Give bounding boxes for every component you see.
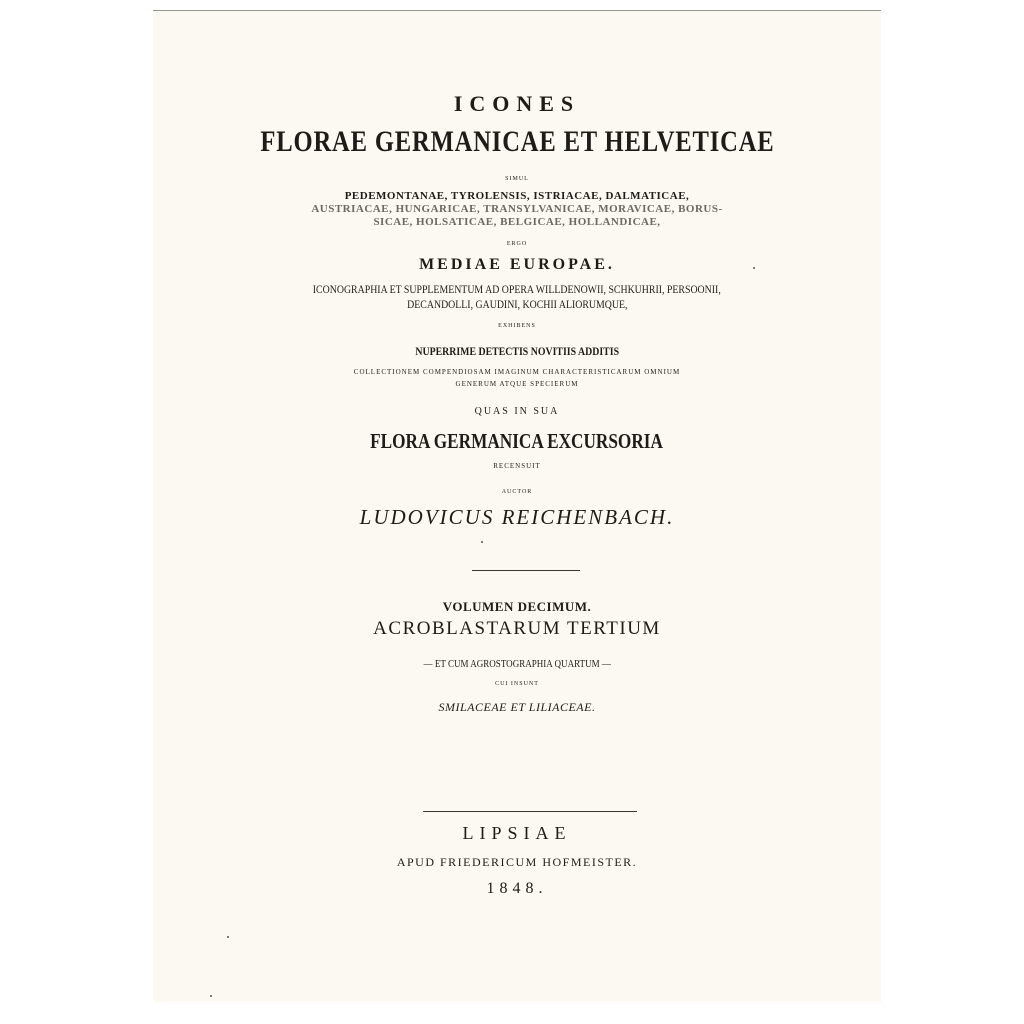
quas-in-sua-line: QUAS IN SUA (474, 406, 560, 417)
iconographia-line-1 (153, 281, 881, 297)
separator-rule-bottom (423, 811, 637, 812)
collectionem-line-2: GENERUM ATQUE SPECIERUM (455, 380, 579, 388)
agrostographia-line (153, 655, 881, 671)
imprint-year: 1848. (486, 880, 548, 897)
regions-line-2: AUSTRIACAE, HUNGARICAE, TRANSYLVANICAE, MORAVICAE, BORUS- (311, 203, 723, 215)
title-page (153, 10, 881, 1002)
exhibens-label: EXHIBENS (498, 323, 536, 329)
simul-label: SIMUL (505, 176, 529, 182)
iconographia-line-1-text: ICONOGRAPHIA ET SUPPLEMENTUM AD OPERA WILLDENOWII, SCHKUHRII, PERSOONII, (312, 282, 721, 296)
auctor-label: AUCTOR (501, 489, 533, 495)
imprint-publisher: APUD FRIEDERICUM HOFMEISTER. (396, 855, 638, 869)
volume-label: VOLUMEN DECIMUM. (442, 599, 592, 614)
main-title-text: ICONES (453, 91, 581, 116)
nuperrime-text: NUPERRIME DETECTIS NOVITIIS ADDITIS (415, 344, 619, 358)
ergo-label: ERGO (506, 241, 528, 247)
recensuit-label: RECENSUIT (493, 462, 541, 470)
author-name: LUDOVICUS REICHENBACH. (359, 505, 675, 529)
volume-title: ACROBLASTARUM TERTIUM (373, 618, 661, 639)
ink-speck (210, 995, 212, 997)
imprint-city: LIPSIAE (462, 823, 572, 843)
flora-excursoria-heading (153, 431, 881, 452)
agrostographia-text: — ET CUM AGROSTOGRAPHIA QUARTUM — (423, 658, 611, 670)
mediae-europae-heading: MEDIAE EUROPAE. (419, 256, 615, 273)
main-title (153, 93, 881, 115)
ink-speck (227, 936, 229, 938)
ink-speck (481, 541, 483, 543)
iconographia-line-2 (153, 296, 881, 312)
cui-insunt-label: CUI INSUNT (495, 681, 539, 687)
flora-excursoria-text: FLORA GERMANICA EXCURSORIA (370, 429, 664, 453)
separator-rule-top (472, 570, 580, 571)
title-subtitle-text: FLORAE GERMANICAE ET HELVETICAE (259, 125, 775, 158)
regions-line-3: SICAE, HOLSATICAE, BELGICAE, HOLLANDICAE, (373, 216, 661, 228)
nuperrime-line (153, 343, 881, 359)
title-subtitle (153, 127, 881, 157)
ink-speck (753, 267, 755, 269)
iconographia-line-2-text: DECANDOLLI, GAUDINI, KOCHII ALIORUMQUE, (406, 297, 628, 311)
collectionem-line-1: COLLECTIONEM COMPENDIOSAM IMAGINUM CHARACTERISTICARUM OMNIUM (353, 368, 681, 376)
families-line: SMILACEAE ET LILIACEAE. (438, 700, 596, 714)
regions-line-1: PEDEMONTANAE, TYROLENSIS, ISTRIACAE, DALMATICAE, (344, 190, 690, 202)
